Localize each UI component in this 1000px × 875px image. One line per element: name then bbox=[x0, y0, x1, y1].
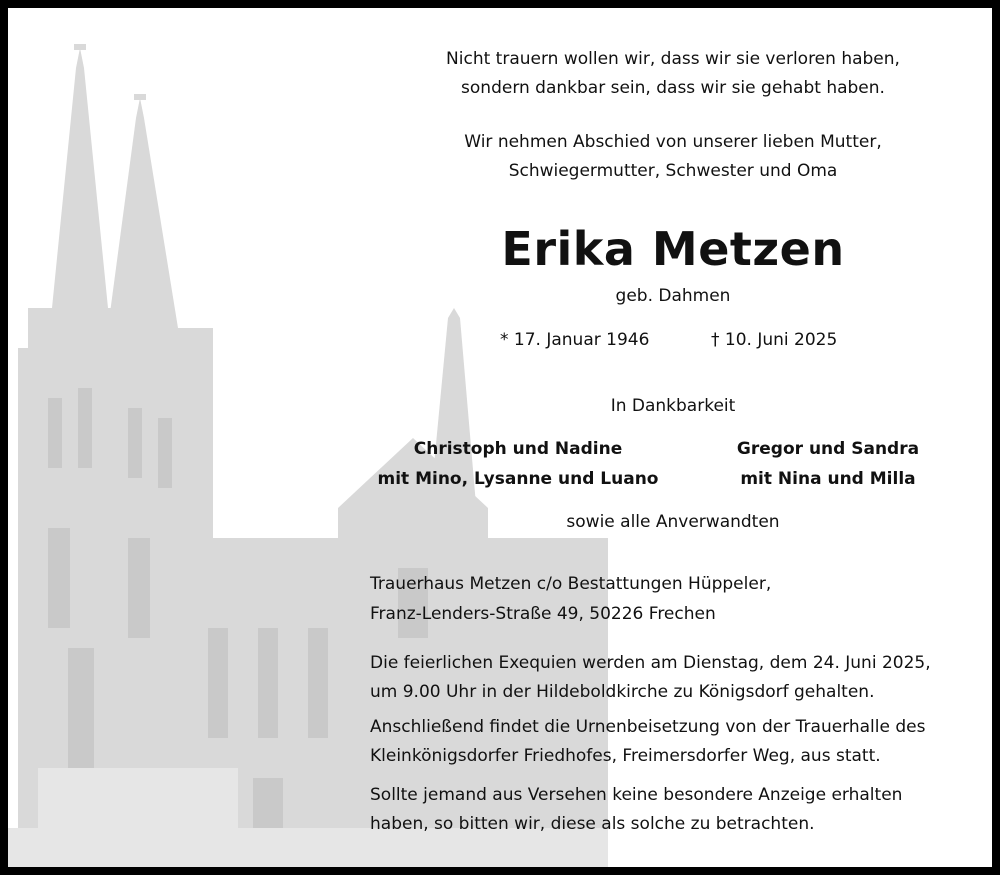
address-line-1: Trauerhaus Metzen c/o Bestattungen Hüppeler, bbox=[370, 574, 772, 594]
service-p2-line-1: Anschließend findet die Urnenbeisetzung von der Trauerhalle des bbox=[370, 717, 926, 737]
intro-line-1: Wir nehmen Abschied von unserer lieben Mutter, bbox=[464, 132, 882, 152]
family-left-line-2: mit Mino, Lysanne und Luano bbox=[377, 469, 659, 489]
quote-line-2: sondern dankbar sein, dass wir sie gehabt haben. bbox=[461, 78, 885, 98]
gratitude-text: In Dankbarkeit bbox=[610, 396, 736, 416]
address-line-2: Franz-Lenders-Straße 49, 50226 Frechen bbox=[370, 604, 716, 624]
relatives-text: sowie alle Anverwandten bbox=[566, 512, 780, 532]
quote-line-1: Nicht trauern wollen wir, dass wir sie verloren haben, bbox=[446, 49, 900, 69]
service-p1-line-1: Die feierlichen Exequien werden am Dienstag, dem 24. Juni 2025, bbox=[370, 653, 931, 673]
obituary-notice bbox=[8, 8, 992, 867]
intro-line-2: Schwiegermutter, Schwester und Oma bbox=[508, 161, 838, 181]
maiden-name: geb. Dahmen bbox=[615, 286, 731, 306]
family-right-line-2: mit Nina und Milla bbox=[740, 469, 916, 489]
deceased-name: Erika Metzen bbox=[501, 222, 845, 276]
family-right-line-1: Gregor und Sandra bbox=[736, 439, 920, 459]
service-p3-line-2: haben, so bitten wir, diese als solche zu betrachten. bbox=[370, 814, 815, 834]
family-left-line-1: Christoph und Nadine bbox=[413, 439, 623, 459]
service-p3-line-1: Sollte jemand aus Versehen keine besondere Anzeige erhalten bbox=[370, 785, 903, 805]
service-p2-line-2: Kleinkönigsdorfer Friedhofes, Freimersdorfer Weg, aus statt. bbox=[370, 746, 881, 766]
birth-date: * 17. Januar 1946 bbox=[500, 330, 650, 350]
death-date: † 10. Juni 2025 bbox=[711, 330, 838, 350]
service-p1-line-2: um 9.00 Uhr in der Hildeboldkirche zu Königsdorf gehalten. bbox=[370, 682, 875, 702]
